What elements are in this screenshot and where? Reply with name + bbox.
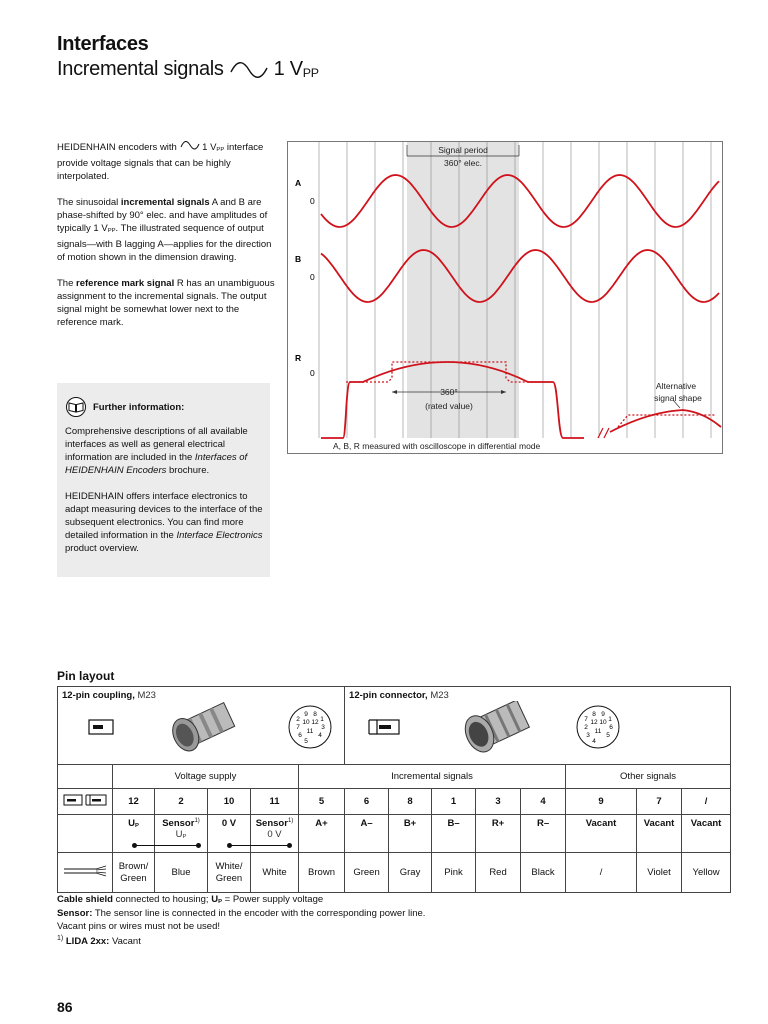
subtitle-vpp: 1 VPP <box>273 58 319 80</box>
pin-label: 7 <box>584 716 588 723</box>
connector-pin-diagram <box>576 705 620 749</box>
pin-number-cell: 2 <box>155 789 208 815</box>
coupling-connector-image <box>158 701 244 763</box>
signal-period-label: Signal period <box>438 145 488 155</box>
intro-paragraph-3: The reference mark signal R has an unambiguous assignment to the incremental signals. The output signal might be somewhat lower next to the reference mark. <box>57 277 275 328</box>
pin-label: 2 <box>584 724 588 731</box>
pin-label: 2 <box>296 716 300 723</box>
cable-icon <box>62 864 108 878</box>
pin-number-cell: 5 <box>299 789 345 815</box>
coupling-symbol-icon <box>88 719 114 735</box>
pin-label: 9 <box>304 711 308 718</box>
rated-value: (rated value) <box>425 401 473 411</box>
wire-color-cell: Violet <box>637 853 682 893</box>
signal-cell: 0 V <box>208 815 251 853</box>
wire-color-cell: Green <box>345 853 389 893</box>
wire-color-cell: White <box>251 853 299 893</box>
signal-chart <box>287 141 723 454</box>
intro-text <box>57 141 275 342</box>
connector-cell: 12-pin connector, M23 8 9 1 7 12 10 2 6 11 3 5 4 <box>345 687 731 765</box>
pin-label: 3 <box>586 732 590 739</box>
pin-number-cell: 6 <box>345 789 389 815</box>
pin-label: 10 <box>599 719 607 726</box>
pin-label: 1 <box>608 716 612 723</box>
wire-color-cell: Brown <box>299 853 345 893</box>
pin-label: 6 <box>298 732 302 739</box>
signal-cell: B– <box>432 815 476 853</box>
pin-number-cell: 8 <box>389 789 432 815</box>
intro-paragraph-1: HEIDENHAIN encoders with 1 VPP interface provide voltage signals that can be highly interpolated. <box>57 142 264 182</box>
series-label-a: A <box>295 178 302 188</box>
page-title: Interfaces <box>57 33 149 55</box>
intro-paragraph-2: The sinusoidal incremental signals A and B are phase-shifted by 90° elec. and have amplitudes of typically 1 VPP. The illustrated sequence of output signals—with B lagging A—applies for the direction of motion shown in the dimension drawing. <box>57 196 272 263</box>
signal-cell: R– <box>521 815 566 853</box>
page-subtitle <box>57 58 319 81</box>
pin-label: 9 <box>601 711 605 718</box>
note-vacant: Vacant pins or wires must not be used! <box>57 920 220 932</box>
signal-cell: A+ <box>299 815 345 853</box>
pin-number-cell: 1 <box>432 789 476 815</box>
pin-number-cell: 9 <box>566 789 637 815</box>
alt-label-1: Alternative <box>655 381 697 391</box>
pin-label: 10 <box>302 719 310 726</box>
pin-label: 3 <box>321 724 325 731</box>
signal-cell: Vacant <box>637 815 682 853</box>
coupling-cell: 12-pin coupling, M23 9 8 1 2 10 12 7 3 11 6 4 5 <box>58 687 345 765</box>
pin-label: 12 <box>590 719 598 726</box>
info-paragraph-2: HEIDENHAIN offers interface electronics to adapt measuring devices to the interface of the subsequent electronics. You can find more detailed information in the Interface Electronics product overview. <box>65 491 263 554</box>
pin-number-cell: / <box>682 789 731 815</box>
signal-cell: UP <box>113 815 155 853</box>
connector-symbol-icon <box>367 717 401 737</box>
rated-label: 360° <box>440 387 458 397</box>
wire-color-cell: Red <box>476 853 521 893</box>
wire-color-cell: Blue <box>155 853 208 893</box>
pin-label: 8 <box>313 711 317 718</box>
pin-label: 4 <box>318 732 322 739</box>
signal-cell: Sensor$^{1)}$ UP <box>155 815 208 853</box>
pin-label: 8 <box>592 711 596 718</box>
wire-color-cell: Yellow <box>682 853 731 893</box>
series-zero-a: 0 <box>310 196 315 206</box>
pin-label: 6 <box>609 724 613 731</box>
info-paragraph-1: Comprehensive descriptions of all available interfaces as well as general electrical information are included in the Interfaces of HEIDENHAIN Encoders brochure. <box>65 426 248 476</box>
series-zero-r: 0 <box>310 368 315 378</box>
signal-period-value: 360° elec. <box>444 158 482 168</box>
pin-label: 7 <box>296 724 300 731</box>
break-mark <box>598 428 609 438</box>
pin-label: 11 <box>594 728 602 735</box>
sine-wave-icon <box>230 62 268 78</box>
note-lida: $^{1)}$ LIDA 2xx: Vacant <box>57 935 141 948</box>
wire-color-cell: Pink <box>432 853 476 893</box>
note-sensor: Sensor: The sensor line is connected in the encoder with the corresponding power line. <box>57 908 426 920</box>
pin-layout-title: Pin layout <box>57 669 115 683</box>
subtitle-text: Incremental signals <box>57 58 224 80</box>
wire-color-cell: Black <box>521 853 566 893</box>
info-heading: Further information: <box>65 397 265 417</box>
pin-number-row <box>58 789 731 815</box>
wire-color-cell: / <box>566 853 637 893</box>
connector-symbols-icon <box>62 793 108 807</box>
wire-color-cell: Brown/ Green <box>113 853 155 893</box>
pin-label: 11 <box>306 728 314 735</box>
signal-chart-svg <box>288 142 722 453</box>
signal-cell: B+ <box>389 815 432 853</box>
pin-layout-table <box>57 686 731 893</box>
wire-color-row <box>58 853 731 893</box>
series-a-line <box>321 175 719 227</box>
group-incremental-signals: Incremental signals <box>299 765 566 789</box>
series-zero-b: 0 <box>310 272 315 282</box>
pin-label: 12 <box>311 719 319 726</box>
wire-color-cell: White/ Green <box>208 853 251 893</box>
pin-label: 4 <box>592 738 596 745</box>
chart-footnote: A, B, R measured with oscilloscope in differential mode <box>333 441 541 451</box>
signal-cell: A– <box>345 815 389 853</box>
series-label-b: B <box>295 254 302 264</box>
pin-label: 5 <box>606 732 610 739</box>
signal-row <box>58 815 731 853</box>
connector-image <box>450 701 536 763</box>
pin-number-cell: 7 <box>637 789 682 815</box>
page-number: 86 <box>57 999 73 1015</box>
cable-icon-cell <box>58 853 113 893</box>
sine-wave-icon <box>180 141 200 150</box>
signal-cell: R+ <box>476 815 521 853</box>
pin-notes <box>57 894 425 949</box>
pin-number-cell: 3 <box>476 789 521 815</box>
alternative-signal-line <box>610 410 721 432</box>
group-voltage-supply: Voltage supply <box>113 765 299 789</box>
pin-symbols-cell <box>58 789 113 815</box>
signal-cell: Vacant <box>682 815 731 853</box>
note-cable-shield: Cable shield connected to housing; UP = Power supply voltage <box>57 894 324 905</box>
coupling-pin-diagram <box>288 705 332 749</box>
book-icon <box>65 397 87 417</box>
further-info-box <box>57 383 270 577</box>
pin-number-cell: 12 <box>113 789 155 815</box>
series-label-r: R <box>295 353 302 363</box>
connector-row <box>58 687 731 765</box>
blank-cell <box>58 765 113 789</box>
pin-number-cell: 10 <box>208 789 251 815</box>
series-b-line <box>321 250 719 302</box>
pin-number-cell: 4 <box>521 789 566 815</box>
pin-number-cell: 11 <box>251 789 299 815</box>
signal-cell: Sensor$^{1)}$ 0 V <box>251 815 299 853</box>
pin-label: 5 <box>304 738 308 745</box>
signal-cell: Vacant <box>566 815 637 853</box>
pin-label: 1 <box>320 716 324 723</box>
wire-color-cell: Gray <box>389 853 432 893</box>
group-row <box>58 765 731 789</box>
group-other-signals: Other signals <box>566 765 731 789</box>
blank-cell <box>58 815 113 853</box>
alt-label-2: signal shape <box>654 393 702 403</box>
